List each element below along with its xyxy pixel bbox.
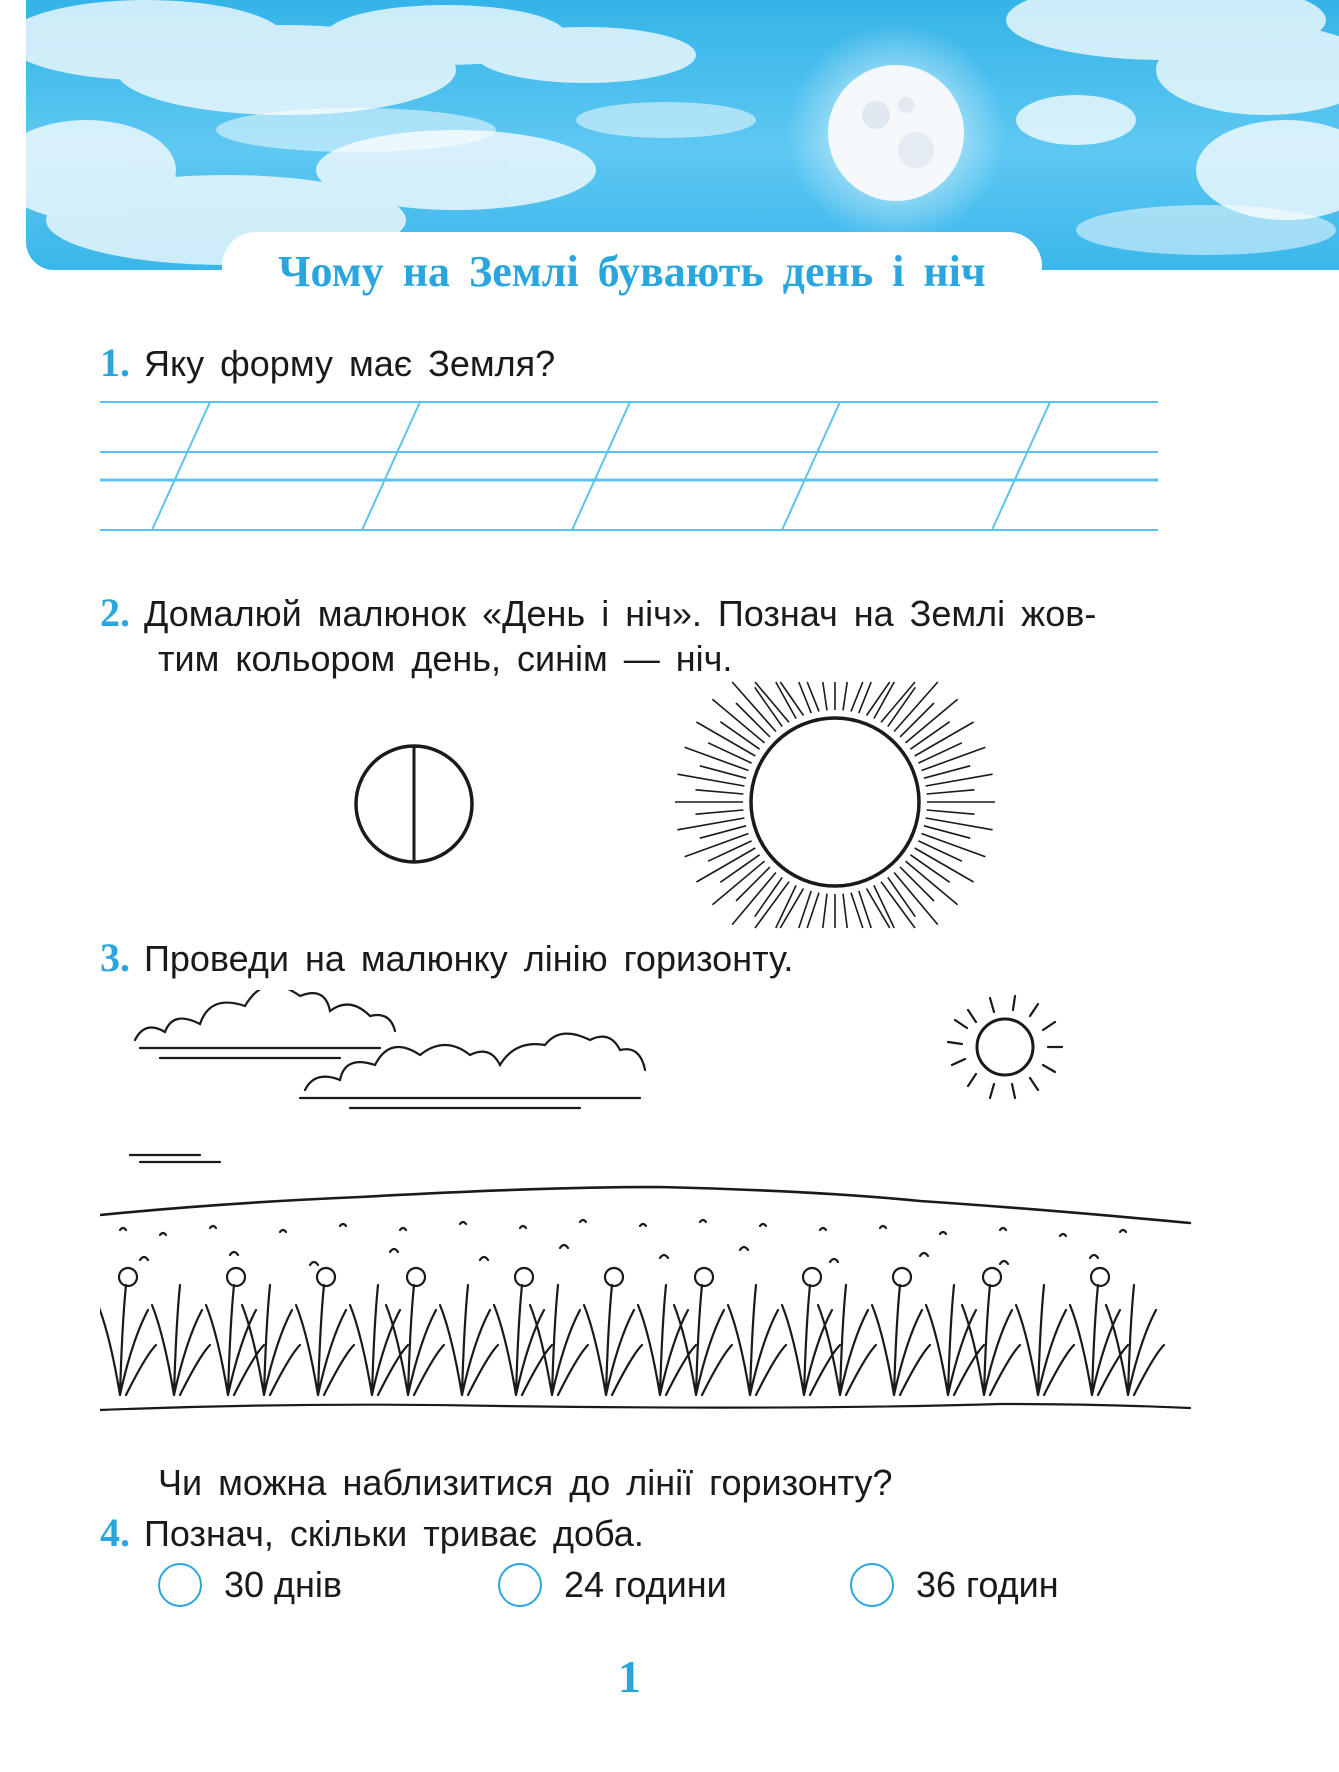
- sun-ray: [922, 747, 986, 770]
- horizon-landscape-drawing[interactable]: [100, 990, 1200, 1440]
- grass-tuft: [926, 1285, 984, 1395]
- sun-ray: [823, 894, 827, 928]
- sun-ray: [927, 790, 975, 794]
- task-4: [100, 1510, 644, 1557]
- sun-ray: [927, 810, 975, 814]
- sun-ray: [685, 834, 749, 857]
- sun-ray: [926, 774, 993, 786]
- grass-tuft: [296, 1285, 354, 1395]
- task-2-text-line1: Домалюй малюнок «День і ніч». Познач на Землі жов-: [144, 593, 1097, 634]
- sun-ray: [910, 722, 949, 750]
- grass-tuft: [530, 1285, 588, 1395]
- option-label-1: 30 днів: [224, 1564, 343, 1605]
- task-3-number: 3.: [100, 935, 130, 980]
- page-number: 1: [618, 1651, 641, 1702]
- grass-tuft: [872, 1285, 930, 1395]
- flower: [695, 1268, 713, 1286]
- option-circle-1[interactable]: [158, 1563, 202, 1607]
- grass-tuft: [782, 1285, 840, 1395]
- grass-tuft: [584, 1285, 642, 1395]
- small-sun: [977, 1019, 1033, 1075]
- sun-ray: [696, 810, 744, 814]
- sun-ray: [823, 682, 827, 710]
- task-3-question: Чи можна наблизитися до лінії горизонту?: [158, 1462, 893, 1503]
- task-2: [100, 590, 1096, 637]
- option-label-3: 36 годин: [916, 1564, 1059, 1605]
- sun-ray: [685, 747, 749, 770]
- sun-ray: [736, 867, 770, 901]
- grass-tuft: [152, 1285, 210, 1395]
- flower: [605, 1268, 623, 1286]
- task-3-text: Проведи на малюнку лінію горизонту.: [144, 938, 794, 979]
- option-24-hours[interactable]: [498, 1563, 727, 1607]
- sun-ray: [926, 818, 993, 830]
- task-2-text-line2: тим кольором день, синім — ніч.: [158, 638, 733, 679]
- grass-tuft: [350, 1285, 408, 1395]
- grass-tuft: [206, 1285, 264, 1395]
- sun-ray: [696, 790, 744, 794]
- cloud-middle: [305, 1034, 645, 1090]
- option-36-hours[interactable]: [850, 1563, 1059, 1607]
- grass-tuft: [386, 1285, 444, 1395]
- sun-ray: [677, 818, 744, 830]
- flower: [407, 1268, 425, 1286]
- grass-tuft: [674, 1285, 732, 1395]
- flower: [515, 1268, 533, 1286]
- grass-tuft: [962, 1285, 1020, 1395]
- task-1-number: 1.: [100, 340, 130, 385]
- flower: [983, 1268, 1001, 1286]
- sun-ray: [922, 834, 986, 857]
- grass-tuft: [1070, 1285, 1128, 1395]
- task-2-number: 2.: [100, 590, 130, 635]
- grass-tuft: [1016, 1285, 1074, 1395]
- grass-tuft: [242, 1285, 300, 1395]
- grass-tuft: [818, 1285, 876, 1395]
- sun-drawing[interactable]: [650, 680, 1020, 930]
- task-4-text: Познач, скільки триває доба.: [144, 1513, 644, 1554]
- grass-tuft: [440, 1285, 498, 1395]
- grass-tuft: [494, 1285, 552, 1395]
- task-1-text: Яку форму має Земля?: [144, 343, 556, 384]
- option-30-days[interactable]: [158, 1563, 342, 1607]
- sun-ray: [708, 743, 752, 763]
- sun-ray: [888, 687, 916, 726]
- sun-ray: [677, 774, 744, 786]
- sun-ray: [720, 855, 759, 883]
- flower: [227, 1268, 245, 1286]
- grass-tuft: [100, 1285, 156, 1395]
- flower: [803, 1268, 821, 1286]
- task-1: [100, 340, 555, 387]
- sun-ray: [720, 722, 759, 750]
- sun-ray: [910, 855, 949, 883]
- flower: [119, 1268, 137, 1286]
- sun-ray: [900, 867, 934, 901]
- option-circle-2[interactable]: [498, 1563, 542, 1607]
- page-title: Чому на Землі бувають день і ніч: [278, 247, 986, 296]
- grass-tuft: [1106, 1285, 1164, 1395]
- writing-lines[interactable]: [100, 398, 1160, 534]
- grass-tuft: [728, 1285, 786, 1395]
- task-4-number: 4.: [100, 1510, 130, 1555]
- flower: [1091, 1268, 1109, 1286]
- sun-ray: [755, 687, 783, 726]
- option-circle-3[interactable]: [850, 1563, 894, 1607]
- earth-drawing[interactable]: [350, 740, 480, 870]
- task-3: [100, 935, 793, 982]
- sky-header-image: [26, 0, 1339, 270]
- flower: [893, 1268, 911, 1286]
- sun-ray: [918, 743, 962, 763]
- sun-ray: [708, 841, 752, 861]
- sun-ray: [918, 841, 962, 861]
- option-label-2: 24 години: [564, 1564, 727, 1605]
- grass-tuft: [638, 1285, 696, 1395]
- horizon-line: [100, 1187, 1190, 1223]
- sun-ray: [843, 894, 847, 928]
- cloud-left: [135, 990, 395, 1040]
- sun-ray: [843, 682, 847, 710]
- flower: [317, 1268, 335, 1286]
